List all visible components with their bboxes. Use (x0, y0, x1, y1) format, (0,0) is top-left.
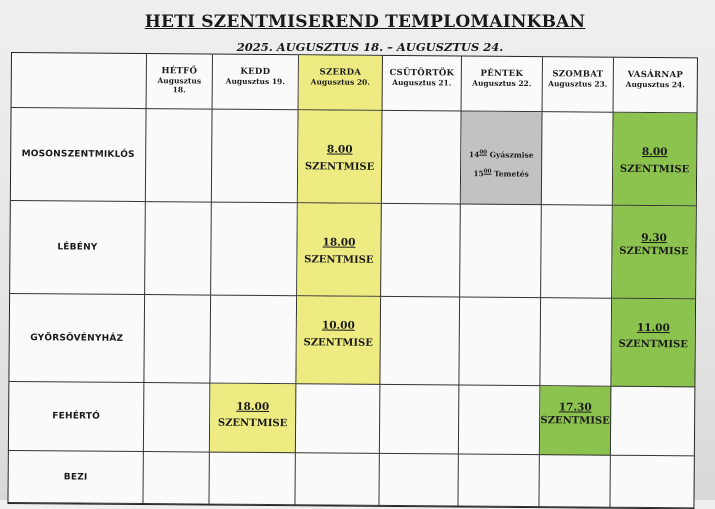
schedule-cell (380, 297, 460, 386)
schedule-cell (541, 205, 613, 299)
mass-entry: 10.00 SZENTMISE (296, 296, 381, 385)
schedule-cell (542, 112, 614, 206)
church-label-feherto: FEHÉRTÓ (9, 382, 145, 452)
schedule-cell (209, 453, 295, 506)
page-subtitle: 2025. AUGUSZTUS 18. – AUGUSZTUS 24. (236, 40, 504, 54)
schedule-cell (296, 384, 381, 454)
church-label-gyorsovenyhaz: GYŐRSÖVÉNYHÁZ (9, 294, 145, 383)
header-sunday: VASÁRNAP Augusztus 24. (614, 58, 697, 114)
mass-entry: 9.30 SZENTMISE (612, 206, 696, 300)
schedule-cell (212, 110, 299, 204)
schedule-cell (381, 204, 461, 298)
church-label-lebeny: LÉBÉNY (10, 201, 146, 295)
header-monday: HÉTFŐ Augusztus 18. (147, 54, 213, 110)
header-corner-cell (12, 53, 147, 109)
funeral-entry (461, 112, 543, 206)
mass-entry: 17.30 SZENTMISE (540, 386, 612, 456)
schedule-cell (144, 295, 211, 384)
header-tuesday: KEDD Augusztus 19. (213, 55, 299, 111)
schedule-cell (460, 205, 542, 299)
header-wednesday: SZERDA Augusztus 20. (299, 55, 383, 111)
schedule-cell (458, 455, 539, 508)
schedule-cell (144, 383, 211, 453)
page-title: HETI SZENTMISEREND TEMPLOMAINKBAN (144, 12, 586, 32)
header-saturday: SZOMBAT Augusztus 23. (543, 57, 614, 113)
mass-entry: 8.00 SZENTMISE (298, 110, 383, 204)
church-label-mosonszentmiklos: MOSONSZENTMIKLÓS (11, 108, 147, 202)
mass-entry: 18.00 SZENTMISE (210, 384, 297, 454)
mass-entry: 8.00 SZENTMISE (613, 113, 697, 207)
schedule-cell (610, 456, 693, 509)
mass-entry: 11.00 SZENTMISE (611, 299, 695, 388)
schedule-cell (211, 203, 298, 297)
church-label-bezi: BEZI (8, 451, 143, 504)
schedule-cell (540, 298, 612, 387)
schedule-cell (459, 298, 541, 387)
schedule-cell (459, 386, 541, 456)
schedule-cell (146, 109, 213, 203)
schedule-cell (143, 452, 209, 505)
schedule-cell (210, 296, 297, 385)
schedule-cell (382, 111, 462, 205)
header-thursday: CSÜTÖRTÖK Augusztus 21. (383, 56, 462, 112)
schedule-cell (145, 202, 212, 296)
mass-schedule-table (7, 52, 698, 509)
mass-entry: 18.00 SZENTMISE (297, 203, 382, 297)
burial-line: $15^{00}$ Temetés (473, 168, 529, 179)
header-friday: PÉNTEK Augusztus 22. (462, 57, 543, 113)
funeral-mass-line: $14^{00}$ Gyászmise (468, 149, 534, 160)
schedule-cell (379, 454, 458, 507)
schedule-cell (611, 387, 695, 457)
schedule-cell (295, 453, 379, 506)
schedule-cell (380, 385, 460, 455)
